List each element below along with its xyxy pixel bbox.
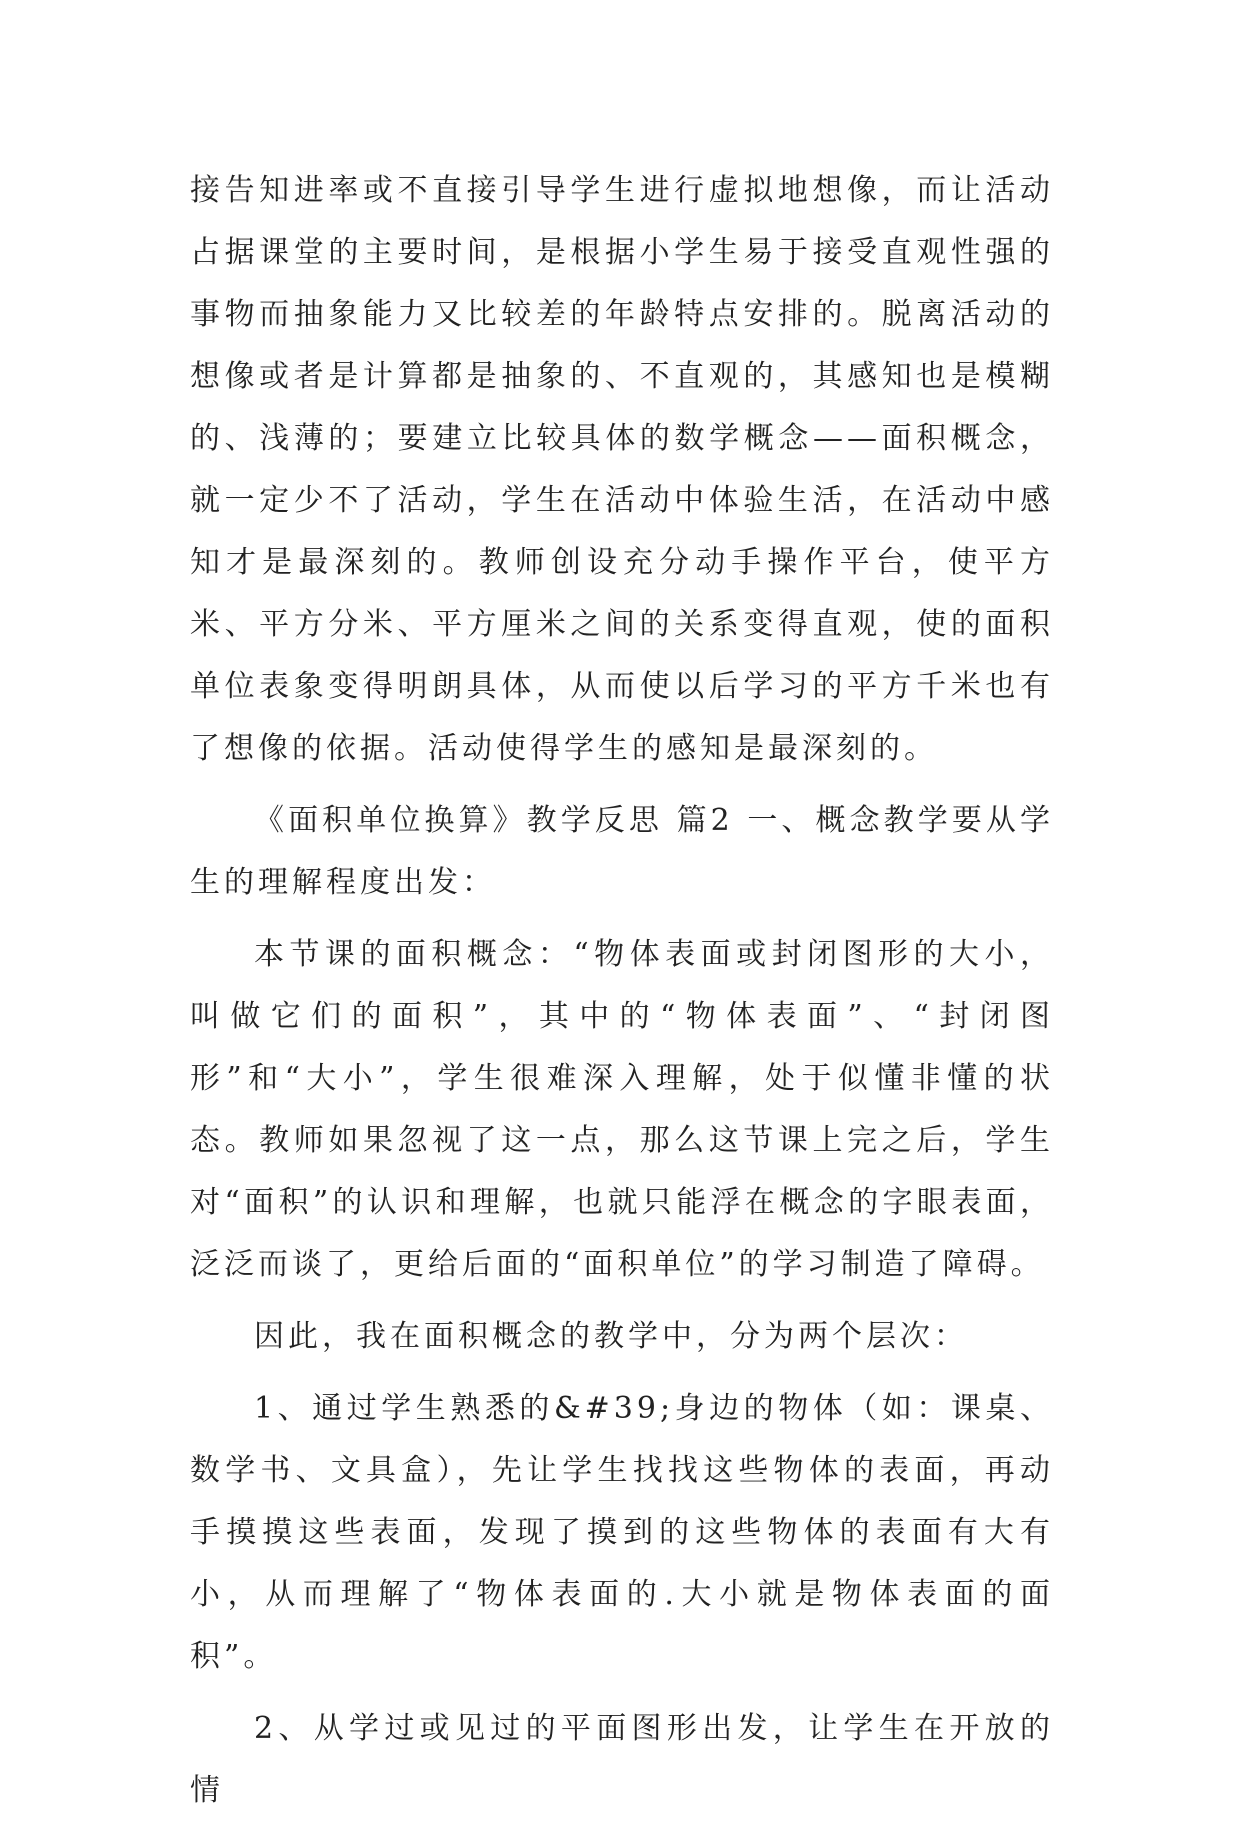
paragraph-section-heading: 《面积单位换算》教学反思 篇2 一、概念教学要从学生的理解程度出发： [190,803,1054,900]
paragraph-level-one: 1、通过学生熟悉的&#39;身边的物体（如：课桌、数学书、文具盒），先让学生找找这些物体的表面，再动手摸摸这些表面，发现了摸到的这些物体的表面有大有小，从而理解了“物体表面的.大小就是物体表面的面积”。 [190,1391,1054,1674]
document-body [190,160,1054,1822]
paragraph-two-levels: 因此，我在面积概念的教学中，分为两个层次： [254,1319,968,1354]
paragraph-level-two: 2、从学过或见过的平面图形出发，让学生在开放的情 [190,1711,1054,1808]
paragraph-area-concept: 本节课的面积概念：“物体表面或封闭图形的大小，叫做它们的面积”，其中的“物体表面”、“封闭图形”和“大小”，学生很难深入理解，处于似懂非懂的状态。教师如果忽视了这一点，那么这节课上完之后，学生对“面积”的认识和理解，也就只能浮在概念的字眼表面，泛泛而谈了，更给后面的“面积单位”的学习制造了障碍。 [190,937,1054,1282]
paragraph-continuation: 接告知进率或不直接引导学生进行虚拟地想像，而让活动占据课堂的主要时间，是根据小学生易于接受直观性强的事物而抽象能力又比较差的年龄特点安排的。脱离活动的想像或者是计算都是抽象的、不直观的，其感知也是模糊的、浅薄的；要建立比较具体的数学概念——面积概念，就一定少不了活动，学生在活动中体验生活，在活动中感知才是最深刻的。教师创设充分动手操作平台，使平方米、平方分米、平方厘米之间的关系变得直观，使的面积单位表象变得明朗具体，从而使以后学习的平方千米也有了想像的依据。活动使得学生的感知是最深刻的。 [190,173,1054,766]
